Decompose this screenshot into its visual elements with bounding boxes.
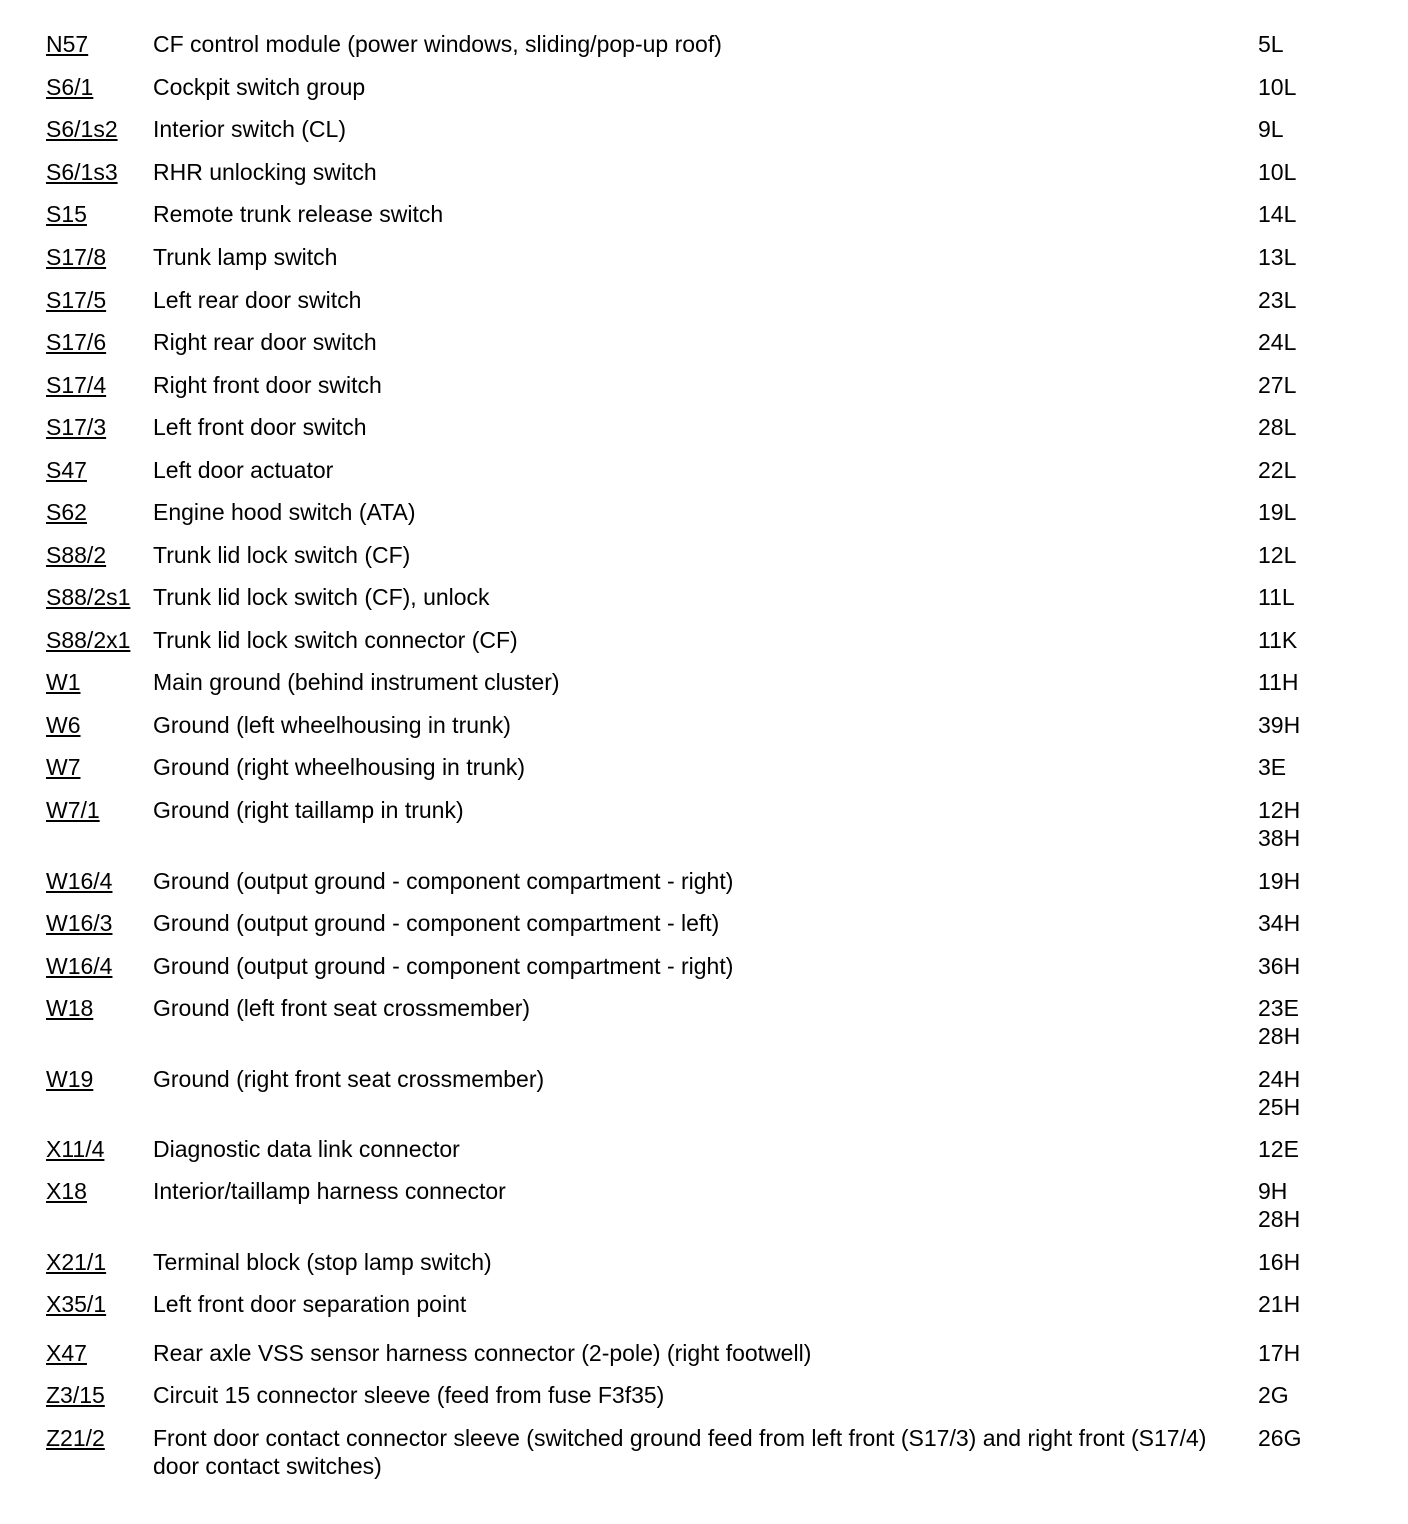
component-description: Main ground (behind instrument cluster) [153, 669, 560, 695]
component-code: X21/1 [46, 1249, 107, 1275]
grid-reference: 12E [1258, 1136, 1299, 1162]
grid-reference: 16H [1258, 1249, 1301, 1275]
grid-reference: 24H [1258, 1066, 1301, 1092]
grid-reference-list [1258, 30, 1284, 58]
grid-reference: 39H [1258, 712, 1301, 738]
component-code: S17/3 [46, 414, 107, 440]
grid-reference-list [1258, 1381, 1289, 1409]
component-description: Trunk lid lock switch (CF) [153, 542, 411, 568]
component-code: X18 [46, 1178, 87, 1204]
component-code: W6 [46, 712, 81, 738]
grid-reference-list [1258, 1424, 1301, 1452]
grid-reference-list [1258, 994, 1300, 1050]
component-code: S88/2s1 [46, 584, 131, 610]
component-code: S88/2 [46, 542, 107, 568]
component-code: X11/4 [46, 1136, 105, 1162]
grid-reference-list [1258, 1065, 1300, 1121]
component-code: S17/4 [46, 372, 107, 398]
grid-reference-list [1258, 867, 1300, 895]
grid-reference-list [1258, 541, 1296, 569]
grid-reference: 14L [1258, 201, 1297, 227]
component-code: X35/1 [46, 1291, 107, 1317]
grid-reference-list [1258, 1339, 1300, 1367]
grid-reference-list [1258, 1248, 1300, 1276]
component-description: Left rear door switch [153, 287, 362, 313]
component-description: Ground (left wheelhousing in trunk) [153, 712, 511, 738]
component-description: Trunk lamp switch [153, 244, 338, 270]
component-description: Terminal block (stop lamp switch) [153, 1249, 492, 1275]
component-code: S6/1s3 [46, 159, 118, 185]
component-description: Ground (right taillamp in trunk) [153, 797, 464, 823]
grid-reference-list [1258, 583, 1295, 611]
grid-reference-list [1258, 413, 1296, 441]
grid-reference: 28L [1258, 414, 1297, 440]
component-code: S17/5 [46, 287, 107, 313]
grid-reference: 11L [1258, 584, 1295, 610]
component-code: S62 [46, 499, 87, 525]
component-code: S6/1s2 [46, 116, 118, 142]
grid-reference-list [1258, 668, 1299, 696]
grid-reference: 11H [1258, 669, 1299, 695]
grid-reference: 9H [1258, 1178, 1288, 1204]
component-description: Front door contact connector sleeve (switched ground feed from left front (S17/3) and right front (S17/4) door contact switches) [153, 1425, 1207, 1479]
grid-reference: 3E [1258, 754, 1287, 780]
component-code: W16/4 [46, 868, 113, 894]
component-description: Right rear door switch [153, 329, 377, 355]
component-description: Ground (right front seat crossmember) [153, 1066, 545, 1092]
grid-reference: 28H [1258, 1206, 1301, 1232]
component-description: Ground (right wheelhousing in trunk) [153, 754, 526, 780]
component-description: Diagnostic data link connector [153, 1136, 460, 1162]
grid-reference-list [1258, 952, 1300, 980]
component-code: X47 [46, 1340, 87, 1366]
component-description: Remote trunk release switch [153, 201, 444, 227]
component-description: Right front door switch [153, 372, 382, 398]
component-code: S15 [46, 201, 87, 227]
component-code: S17/8 [46, 244, 107, 270]
grid-reference: 9L [1258, 116, 1284, 142]
grid-reference: 23E [1258, 995, 1299, 1021]
component-description: Circuit 15 connector sleeve (feed from fuse F3f35) [153, 1382, 665, 1408]
grid-reference-list [1258, 1290, 1300, 1318]
grid-reference-list [1258, 796, 1300, 852]
grid-reference: 17H [1258, 1340, 1301, 1366]
component-description: Left front door separation point [153, 1291, 467, 1317]
component-description: Trunk lid lock switch connector (CF) [153, 627, 518, 653]
component-code: W7 [46, 754, 81, 780]
component-code: Z3/15 [46, 1382, 105, 1408]
component-description: Ground (left front seat crossmember) [153, 995, 531, 1021]
grid-reference-list [1258, 909, 1300, 937]
grid-reference: 10L [1258, 74, 1297, 100]
grid-reference-list [1258, 371, 1296, 399]
grid-reference-list [1258, 1177, 1300, 1233]
component-description: RHR unlocking switch [153, 159, 377, 185]
grid-reference-list [1258, 626, 1297, 654]
component-code: W7/1 [46, 797, 100, 823]
grid-reference: 22L [1258, 457, 1297, 483]
grid-reference: 19H [1258, 868, 1301, 894]
grid-reference: 24L [1258, 329, 1297, 355]
grid-reference: 19L [1258, 499, 1297, 525]
grid-reference: 23L [1258, 287, 1297, 313]
component-code: S47 [46, 457, 87, 483]
grid-reference-list [1258, 328, 1296, 356]
grid-reference-list [1258, 243, 1296, 271]
grid-reference-list [1258, 115, 1284, 143]
component-description: CF control module (power windows, sliding/pop-up roof) [153, 31, 722, 57]
grid-reference: 10L [1258, 159, 1297, 185]
grid-reference: 12H [1258, 797, 1301, 823]
component-code: S88/2x1 [46, 627, 131, 653]
component-description: Interior/taillamp harness connector [153, 1178, 506, 1204]
grid-reference: 11K [1258, 627, 1298, 653]
grid-reference-list [1258, 753, 1286, 781]
grid-reference-list [1258, 456, 1296, 484]
component-code: W18 [46, 995, 94, 1021]
grid-reference: 21H [1258, 1291, 1301, 1317]
grid-reference-list [1258, 200, 1296, 228]
component-code: N57 [46, 31, 89, 57]
component-description: Ground (output ground - component compartment - right) [153, 868, 734, 894]
component-code: S17/6 [46, 329, 107, 355]
component-description: Interior switch (CL) [153, 116, 346, 142]
component-code: Z21/2 [46, 1425, 105, 1451]
component-code: W1 [46, 669, 81, 695]
component-code: S6/1 [46, 74, 94, 100]
component-description: Ground (output ground - component compartment - left) [153, 910, 720, 936]
grid-reference-list [1258, 73, 1296, 101]
grid-reference: 38H [1258, 825, 1301, 851]
grid-reference-list [1258, 498, 1296, 526]
component-description: Left door actuator [153, 457, 334, 483]
grid-reference-list [1258, 1135, 1299, 1163]
component-description: Cockpit switch group [153, 74, 366, 100]
component-code: W16/3 [46, 910, 113, 936]
grid-reference: 36H [1258, 953, 1301, 979]
component-description: Trunk lid lock switch (CF), unlock [153, 584, 490, 610]
grid-reference: 12L [1258, 542, 1297, 568]
grid-reference: 25H [1258, 1094, 1301, 1120]
component-description: Engine hood switch (ATA) [153, 499, 416, 525]
grid-reference: 5L [1258, 31, 1284, 57]
grid-reference-list [1258, 158, 1296, 186]
component-description: Rear axle VSS sensor harness connector (2-pole) (right footwell) [153, 1340, 812, 1366]
grid-reference: 26G [1258, 1425, 1302, 1451]
component-code: W19 [46, 1066, 94, 1092]
grid-reference: 27L [1258, 372, 1297, 398]
grid-reference: 34H [1258, 910, 1301, 936]
component-description: Left front door switch [153, 414, 367, 440]
grid-reference-list [1258, 286, 1296, 314]
grid-reference-list [1258, 711, 1300, 739]
grid-reference: 2G [1258, 1382, 1289, 1408]
component-code: W16/4 [46, 953, 113, 979]
grid-reference: 13L [1258, 244, 1297, 270]
component-description: Ground (output ground - component compartment - right) [153, 953, 734, 979]
grid-reference: 28H [1258, 1023, 1301, 1049]
